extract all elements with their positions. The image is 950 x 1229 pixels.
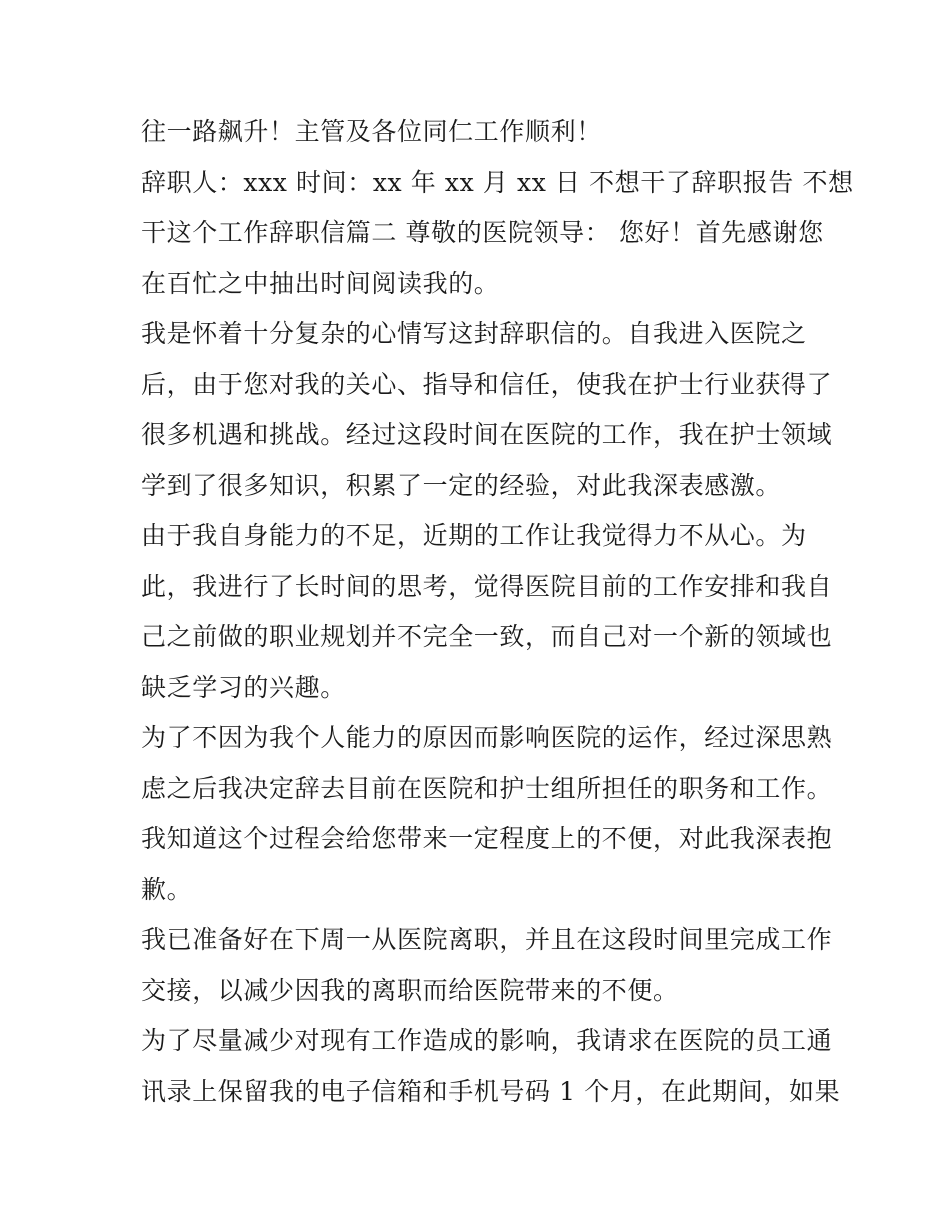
text-line: 交接，以减少因我的离职而给医院带来的不便。 xyxy=(141,975,679,1005)
text-line: 在百忙之中抽出时间阅读我的。 xyxy=(141,268,500,298)
text-line: 虑之后我决定辞去目前在医院和护士组所担任的职务和工作。 xyxy=(141,773,833,803)
text-line: 我知道这个过程会给您带来一定程度上的不便，对此我深表抱 xyxy=(141,824,833,853)
text-line: 由于我自身能力的不足，近期的工作让我觉得力不从心。为 xyxy=(141,521,807,550)
text-line: 我是怀着十分复杂的心情写这封辞职信的。自我进入医院之 xyxy=(141,319,807,348)
text-line: 为了尽量减少对现有工作造成的影响，我请求在医院的员工通 xyxy=(141,1026,833,1055)
text-line: 学到了很多知识，积累了一定的经验，对此我深表感激。 xyxy=(141,470,782,500)
text-line: 己之前做的职业规划并不完全一致，而自己对一个新的领域也 xyxy=(141,622,833,651)
text-line: 缺乏学习的兴趣。 xyxy=(141,672,346,702)
document-body xyxy=(141,107,854,1117)
text-line: 讯录上保留我的电子信箱和手机号码 1 个月，在此期间，如果 xyxy=(141,1076,841,1106)
text-line: 歉。 xyxy=(141,874,193,904)
text-line: 干这个工作辞职信篇二 尊敬的医院领导： 您好！首先感谢您 xyxy=(141,218,824,247)
text-line: 往一路飙升！主管及各位同仁工作顺利！ xyxy=(141,117,602,146)
text-line: 很多机遇和挑战。经过这段时间在医院的工作，我在护士领域 xyxy=(141,420,833,449)
text-line: 为了不因为我个人能力的原因而影响医院的运作，经过深思熟 xyxy=(141,723,833,752)
text-line: 我已准备好在下周一从医院离职，并且在这段时间里完成工作 xyxy=(141,925,833,954)
text-line: 后，由于您对我的关心、指导和信任，使我在护士行业获得了 xyxy=(141,369,833,399)
text-line: 辞职人：xxx 时间：xx 年 xx 月 xx 日 不想干了辞职报告 不想 xyxy=(141,167,854,197)
text-line: 此，我进行了长时间的思考，觉得医院目前的工作安排和我自 xyxy=(141,571,833,601)
